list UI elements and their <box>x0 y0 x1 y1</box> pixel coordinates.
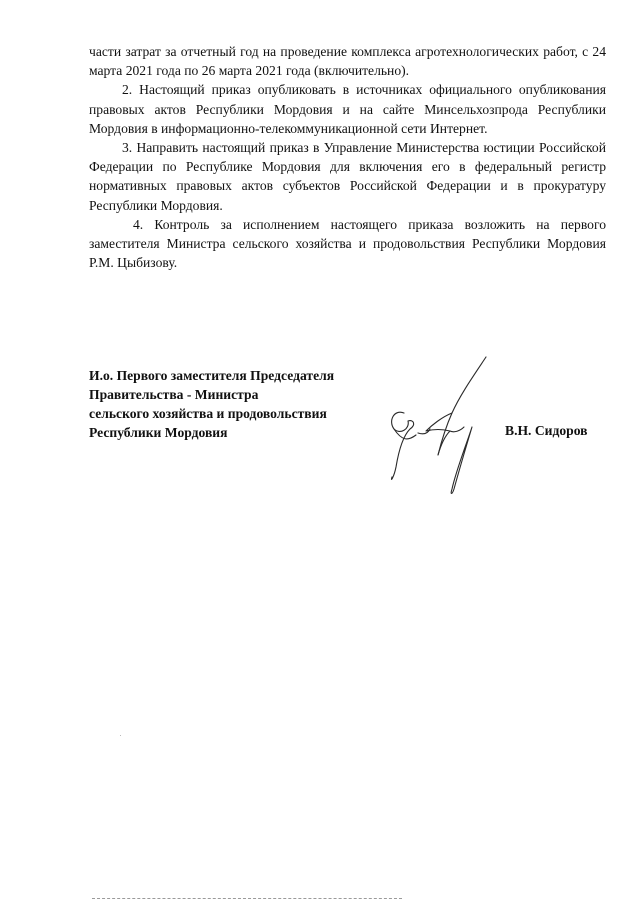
handwritten-signature <box>380 355 500 505</box>
signatory-title-line: Правительства - Министра <box>89 387 259 402</box>
scan-speck <box>120 735 121 736</box>
signatory-title <box>89 366 389 442</box>
paragraph-item-3: 3. Направить настоящий приказ в Управление Министерства юстиции Российской Федерации по Республике Мордовия для включения его в федеральный регистр нормативных правовых актов субъектов Российской Федерации и в прокуратуру Республики Мордовия. <box>89 140 606 213</box>
footer-divider <box>92 898 402 899</box>
signatory-title-line: Республики Мордовия <box>89 425 228 440</box>
signer-name: В.Н. Сидоров <box>505 423 588 438</box>
paragraph-continuation: части затрат за отчетный год на проведение комплекса агротехнологических работ, с 24 марта 2021 года по 26 марта 2021 года (включительно). <box>89 44 606 79</box>
signatory-title-line: И.о. Первого заместителя Председателя <box>89 368 335 383</box>
paragraph-item-4: 4. Контроль за исполнением настоящего приказа возложить на первого заместителя Министра сельского хозяйства и продовольствия Республики Мордовия Р.М. Цыбизову. <box>89 216 606 271</box>
document-body <box>89 42 606 272</box>
signatory-title-line: сельского хозяйства и продовольствия <box>89 406 327 421</box>
paragraph-item-2: 2. Настоящий приказ опубликовать в источниках официального опубликования правовых актов Республики Мордовия и на сайте Минсельхозпрода Республики Мордовия в информационно-телекоммуникационной сети Интернет. <box>89 82 606 136</box>
